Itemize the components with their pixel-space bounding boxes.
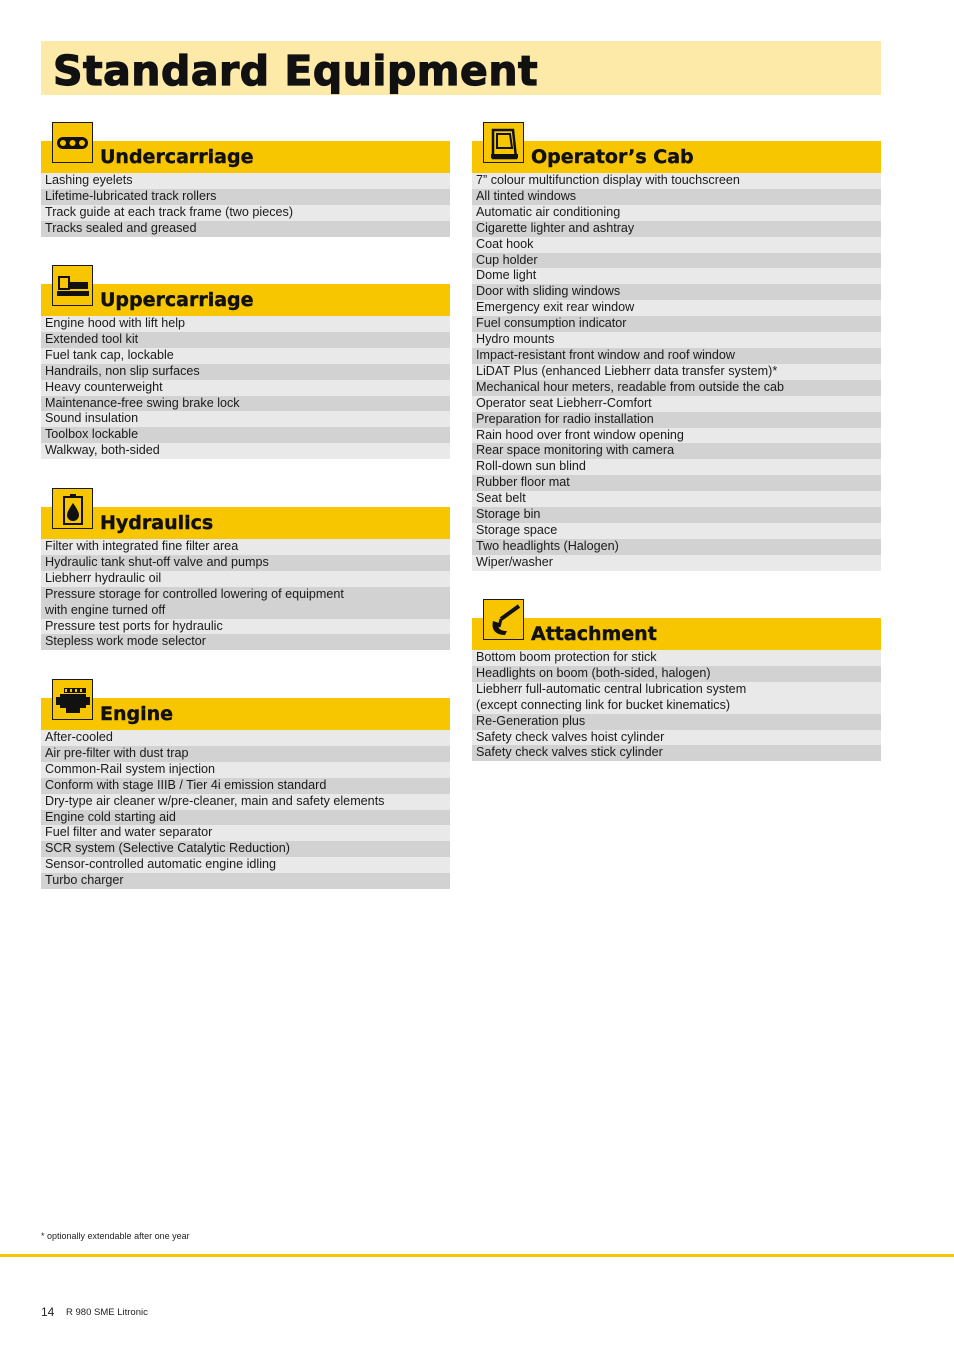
list-item: Cigarette lighter and ashtray	[472, 221, 881, 237]
section-title: Undercarriage	[100, 146, 254, 168]
item-list	[41, 539, 450, 650]
list-item: Impact-resistant front window and roof window	[472, 348, 881, 364]
list-item: Track guide at each track frame (two pieces)	[41, 205, 450, 221]
section-title: Engine	[100, 703, 174, 725]
list-item: Storage bin	[472, 507, 881, 523]
list-item: Hydraulic tank shut-off valve and pumps	[41, 555, 450, 571]
page-number: 14	[41, 1305, 55, 1319]
list-item: Door with sliding windows	[472, 284, 881, 300]
list-item: Coat hook	[472, 237, 881, 253]
list-item: Sound insulation	[41, 411, 450, 427]
item-list	[41, 730, 450, 889]
item-list	[41, 173, 450, 237]
section-attachment	[472, 600, 881, 761]
list-item: Automatic air conditioning	[472, 205, 881, 221]
list-item: Safety check valves stick cylinder	[472, 745, 881, 761]
track-icon	[52, 122, 93, 163]
list-item: Hydro mounts	[472, 332, 881, 348]
list-item: Handrails, non slip surfaces	[41, 364, 450, 380]
list-item: Engine cold starting aid	[41, 810, 450, 826]
list-item: Storage space	[472, 523, 881, 539]
list-item: Engine hood with lift help	[41, 316, 450, 332]
section-uppercarriage	[41, 266, 450, 459]
list-item: Toolbox lockable	[41, 427, 450, 443]
list-item: Sensor-controlled automatic engine idling	[41, 857, 450, 873]
bucket-icon	[483, 599, 524, 640]
list-item: Tracks sealed and greased	[41, 221, 450, 237]
list-item: SCR system (Selective Catalytic Reduction)	[41, 841, 450, 857]
oil-drop-icon	[52, 488, 93, 529]
list-item: LiDAT Plus (enhanced Liebherr data transfer system)*	[472, 364, 881, 380]
list-item: Wiper/washer	[472, 555, 881, 571]
list-item: Seat belt	[472, 491, 881, 507]
engine-icon	[52, 679, 93, 720]
list-item: Lashing eyelets	[41, 173, 450, 189]
list-item: After-cooled	[41, 730, 450, 746]
section-operators-cab	[472, 123, 881, 571]
list-item: Rubber floor mat	[472, 475, 881, 491]
list-item: Liebherr full-automatic central lubrication system (except connecting link for bucket kinematics)	[472, 682, 881, 714]
list-item: Pressure test ports for hydraulic	[41, 619, 450, 635]
cab-icon	[483, 122, 524, 163]
section-hydraulics	[41, 489, 450, 650]
item-list	[472, 650, 881, 761]
section-header	[41, 698, 450, 730]
list-item: Conform with stage IIIB / Tier 4i emission standard	[41, 778, 450, 794]
list-item: 7” colour multifunction display with touchscreen	[472, 173, 881, 189]
list-item: Bottom boom protection for stick	[472, 650, 881, 666]
list-item: Air pre-filter with dust trap	[41, 746, 450, 762]
list-item: Headlights on boom (both-sided, halogen)	[472, 666, 881, 682]
page-title: Standard Equipment	[53, 47, 539, 95]
list-item: Rain hood over front window opening	[472, 428, 881, 444]
section-title: Attachment	[531, 623, 657, 645]
section-title: Hydraulics	[100, 512, 214, 534]
item-list	[472, 173, 881, 571]
section-header	[472, 141, 881, 173]
list-item: Turbo charger	[41, 873, 450, 889]
list-item: Common-Rail system injection	[41, 762, 450, 778]
uppercarriage-icon	[52, 265, 93, 306]
item-list	[41, 316, 450, 459]
list-item: Emergency exit rear window	[472, 300, 881, 316]
list-item: Liebherr hydraulic oil	[41, 571, 450, 587]
list-item: Pressure storage for controlled lowering of equipment with engine turned off	[41, 587, 450, 619]
list-item: Walkway, both-sided	[41, 443, 450, 459]
list-item: Safety check valves hoist cylinder	[472, 730, 881, 746]
list-item: Operator seat Liebherr-Comfort	[472, 396, 881, 412]
section-header	[41, 141, 450, 173]
footer-divider	[0, 1254, 954, 1257]
list-item: Rear space monitoring with camera	[472, 443, 881, 459]
list-item: Fuel tank cap, lockable	[41, 348, 450, 364]
section-title: Operator’s Cab	[531, 146, 694, 168]
list-item: Two headlights (Halogen)	[472, 539, 881, 555]
list-item: Mechanical hour meters, readable from outside the cab	[472, 380, 881, 396]
list-item: All tinted windows	[472, 189, 881, 205]
list-item: Dry-type air cleaner w/pre-cleaner, main and safety elements	[41, 794, 450, 810]
section-engine	[41, 680, 450, 889]
title-band	[41, 41, 881, 95]
list-item: Stepless work mode selector	[41, 634, 450, 650]
list-item: Maintenance-free swing brake lock	[41, 396, 450, 412]
list-item: Lifetime-lubricated track rollers	[41, 189, 450, 205]
list-item: Extended tool kit	[41, 332, 450, 348]
section-title: Uppercarriage	[100, 289, 254, 311]
section-header	[472, 618, 881, 650]
list-item: Dome light	[472, 268, 881, 284]
list-item: Preparation for radio installation	[472, 412, 881, 428]
section-header	[41, 284, 450, 316]
section-undercarriage	[41, 123, 450, 237]
list-item: Fuel consumption indicator	[472, 316, 881, 332]
list-item: Re-Generation plus	[472, 714, 881, 730]
list-item: Heavy counterweight	[41, 380, 450, 396]
list-item: Cup holder	[472, 253, 881, 269]
section-header	[41, 507, 450, 539]
list-item: Roll-down sun blind	[472, 459, 881, 475]
footnote: * optionally extendable after one year	[41, 1231, 190, 1241]
model-name: R 980 SME Litronic	[66, 1307, 148, 1318]
list-item: Fuel filter and water separator	[41, 825, 450, 841]
list-item: Filter with integrated fine filter area	[41, 539, 450, 555]
